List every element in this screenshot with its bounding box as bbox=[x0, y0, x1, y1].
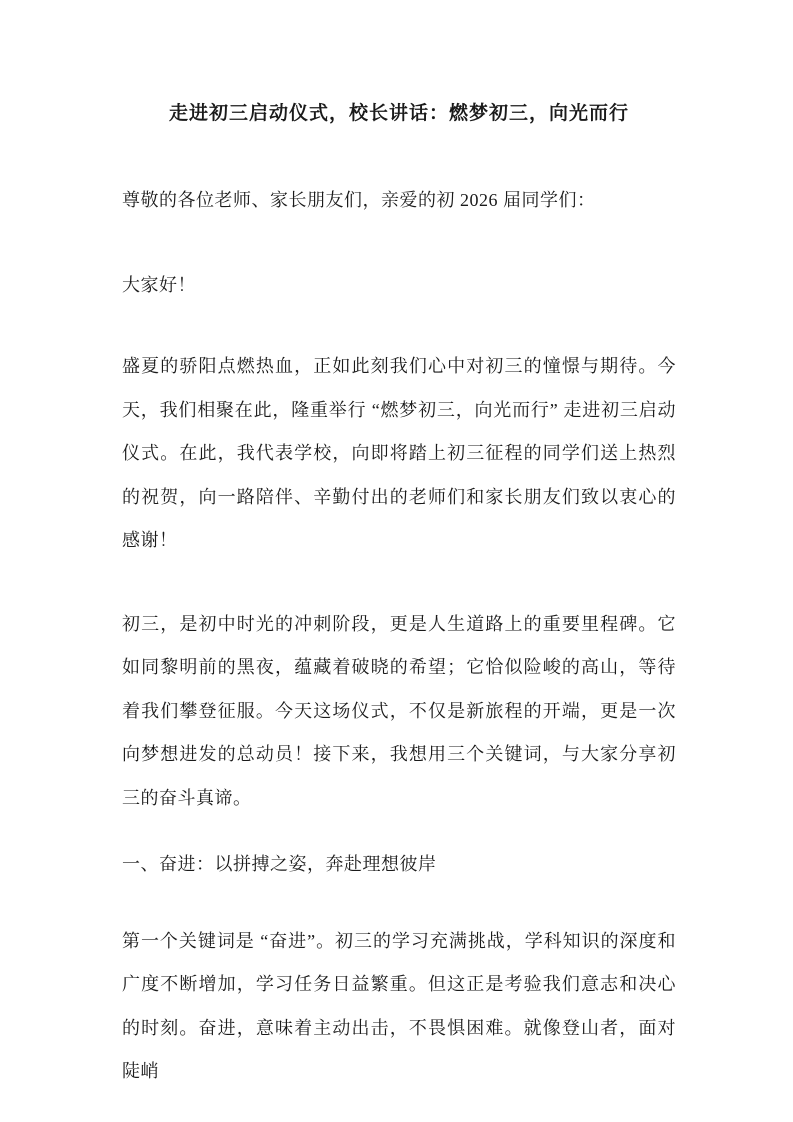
section-heading-striving: 一、奋进：以拼搏之姿，奔赴理想彼岸 bbox=[122, 854, 437, 874]
paragraph-keyword-striving: 第一个关键词是 “奋进”。初三的学习充满挑战，学科知识的深度和广度不断增加，学习任务日益繁重。但这正是考验我们意志和决心的时刻。奋进，意味着主动出击，不畏惧困难。就像登山者，面对陡峭 bbox=[122, 930, 676, 1081]
document-title: 走进初三启动仪式，校长讲话：燃梦初三，向光而行 bbox=[168, 103, 629, 124]
paragraph-salutation: 尊敬的各位老师、家长朋友们，亲爱的初 2026 届同学们： bbox=[122, 190, 596, 210]
paragraph-ceremony-opening: 盛夏的骄阳点燃热血，正如此刻我们心中对初三的憧憬与期待。今天，我们相聚在此，隆重举行 “燃梦初三，向光而行” 走进初三启动仪式。在此，我代表学校，向即将踏上初三征程的同学们送上热烈的祝贺，向一路陪伴、辛勤付出的老师们和家长朋友们致以衷心的感谢！ bbox=[122, 356, 676, 550]
paragraph-grade9-milestone: 初三，是初中时光的冲刺阶段，更是人生道路上的重要里程碑。它如同黎明前的黑夜，蕴藏着破晓的希望；它恰似险峻的高山，等待着我们攀登征服。今天这场仪式，不仅是新旅程的开端，更是一次向梦想进发的总动员！接下来，我想用三个关键词，与大家分享初三的奋斗真谛。 bbox=[122, 613, 676, 808]
paragraph-greeting: 大家好！ bbox=[122, 274, 196, 295]
